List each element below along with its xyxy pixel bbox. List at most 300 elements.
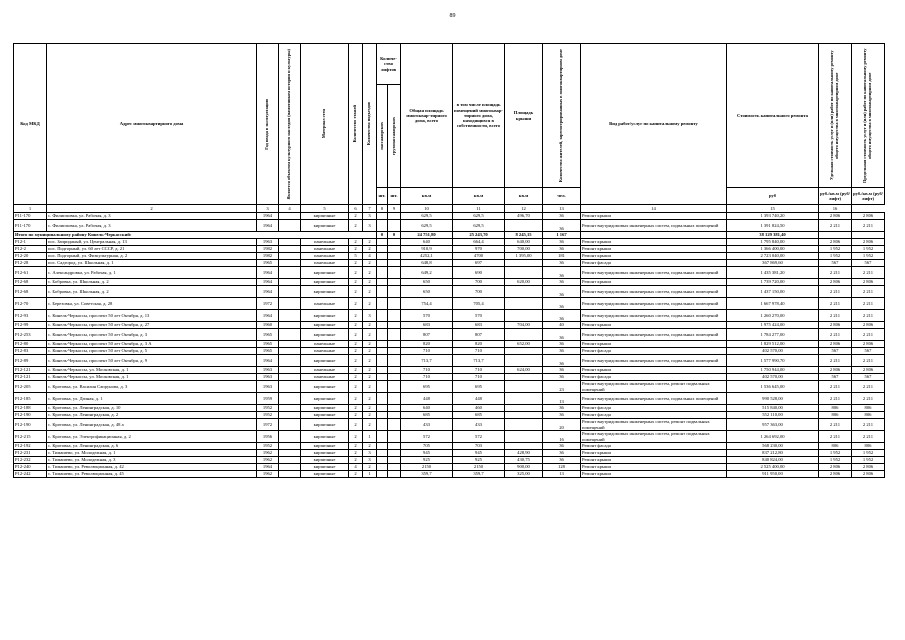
cell-unit-cost: 567 [819, 348, 852, 355]
cell-area-total: 685 [401, 412, 453, 419]
column-number: 12 [505, 205, 543, 213]
cell-heritage [279, 267, 301, 279]
header-lifts-pass: пассажирских [378, 122, 384, 150]
table-row [14, 253, 885, 260]
cell-heritage [279, 260, 301, 267]
table-row [14, 279, 885, 286]
cell-kod: Р12-89 [14, 355, 47, 367]
cell-cost: 402 570,00 [727, 348, 819, 355]
cell-area-owned: 703 [453, 443, 505, 450]
cell-max-cost: 1 952 [852, 253, 885, 260]
cell-residents: 36 [543, 298, 581, 310]
cell-floors: 2 [349, 220, 363, 232]
cell-lifts-cargo [388, 286, 401, 298]
header-roof-area: Площадь крыши [505, 44, 543, 188]
cell-work: Ремонт крыши [581, 322, 727, 329]
cell-walls: кирпичные [301, 355, 349, 367]
cell-address: с. Филипповка, ул. Рабочая, д. 3 [47, 213, 257, 220]
cell-unit-cost: 2 806 [819, 322, 852, 329]
cell-walls: кирпичные [301, 412, 349, 419]
cell-max-cost: 2 806 [852, 464, 885, 471]
cell-address: с. Тимашево, ул. Молодежная, д. 1 [47, 450, 257, 457]
cell-area-total: 640 [401, 239, 453, 246]
cell-year: 1964 [257, 213, 279, 220]
cell-max-cost: 2 806 [852, 322, 885, 329]
cell-lifts-pass [377, 464, 388, 471]
table-header [14, 44, 885, 213]
cell-walls: панельные [301, 239, 349, 246]
cell-roof: 496,70 [505, 213, 543, 220]
cell-max-cost: 2 211 [852, 286, 885, 298]
cell-roof [505, 374, 543, 381]
cell-roof [505, 329, 543, 341]
cell-work: Ремонт внутридомовых инженерных систем, ремонт подвальных помещений [581, 431, 727, 443]
cell-unit-cost: 1 952 [819, 246, 852, 253]
cell-work: Ремонт крыши [581, 279, 727, 286]
cell-entrances: 1 [363, 471, 377, 478]
column-number-row [14, 205, 885, 213]
header-cost: Стоимость капитального ремонта [727, 44, 819, 188]
unit-lift-pass: шт. [377, 188, 388, 205]
cell-lifts-cargo [388, 374, 401, 381]
cell-lifts-cargo [388, 457, 401, 464]
cell-floors: 2 [349, 381, 363, 393]
table-row [14, 419, 885, 431]
cell-unit-cost: 2 806 [819, 471, 852, 478]
cell-residents: 36 [543, 450, 581, 457]
cell-residents: 36 [543, 213, 581, 220]
cell-cost: 1 393 740,20 [727, 213, 819, 220]
cell-kod: Р12-99 [14, 322, 47, 329]
cell-heritage [279, 393, 301, 405]
cell-roof: 700,00 [505, 246, 543, 253]
cell-lifts-pass [377, 431, 388, 443]
cell-entrances: 2 [363, 286, 377, 298]
cell-area-owned: 925 [453, 457, 505, 464]
cell-lifts-pass [377, 393, 388, 405]
cell-kod: Р12-68 [14, 286, 47, 298]
cell-work: Ремонт внутридомовых инженерных систем, подвальных помещений [581, 267, 727, 279]
cell-roof [505, 348, 543, 355]
cell-entrances: 3 [363, 220, 377, 232]
cell-lifts-pass [377, 253, 388, 260]
total-lifts-pass: 0 [377, 232, 388, 239]
cell-year: 1972 [257, 298, 279, 310]
cell-max-cost: 567 [852, 348, 885, 355]
table-row [14, 367, 885, 374]
cell-heritage [279, 431, 301, 443]
cell-roof [505, 381, 543, 393]
cell-address: с. Кинель-Черкассы, проспект 50 лет Октября, д. 9 [47, 355, 257, 367]
cell-floors: 2 [349, 450, 363, 457]
cell-floors: 2 [349, 329, 363, 341]
cell-kod: Р11-170 [14, 220, 47, 232]
cell-kod: Р12-192 [14, 443, 47, 450]
cell-lifts-pass [377, 298, 388, 310]
cell-kod: Р12-28 [14, 260, 47, 267]
cell-entrances: 2 [363, 419, 377, 431]
table-row [14, 355, 885, 367]
cell-year: 1982 [257, 246, 279, 253]
cell-cost: 957 363,00 [727, 419, 819, 431]
cell-walls: кирпичные [301, 267, 349, 279]
cell-lifts-cargo [388, 367, 401, 374]
cell-lifts-cargo [388, 405, 401, 412]
cell-area-total: 710 [401, 374, 453, 381]
cell-heritage [279, 355, 301, 367]
cell-heritage [279, 367, 301, 374]
cell-lifts-pass [377, 329, 388, 341]
cell-lifts-pass [377, 471, 388, 478]
cell-roof [505, 419, 543, 431]
cell-walls: панельные [301, 298, 349, 310]
table-row [14, 239, 885, 246]
table-row [14, 260, 885, 267]
cell-year: 1952 [257, 405, 279, 412]
cell-area-owned: 710 [453, 367, 505, 374]
cell-area-total: 650 [401, 279, 453, 286]
cell-lifts-cargo [388, 393, 401, 405]
cell-kod: Р12-215 [14, 431, 47, 443]
cell-cost: 2 723 040,00 [727, 253, 819, 260]
table-body [14, 213, 885, 478]
cell-unit-cost: 2 211 [819, 419, 852, 431]
cell-area-total: 649,2 [401, 267, 453, 279]
cell-area-total: 710 [401, 367, 453, 374]
cell-max-cost: 2 211 [852, 220, 885, 232]
cell-residents: 36 [543, 279, 581, 286]
cell-roof: 1 395,00 [505, 253, 543, 260]
cell-roof: 640,00 [505, 239, 543, 246]
cell-unit-cost: 2 806 [819, 464, 852, 471]
cell-entrances: 1 [363, 431, 377, 443]
cell-lifts-cargo [388, 381, 401, 393]
cell-entrances: 2 [363, 381, 377, 393]
header-residents: Количество жителей, зарегистрированных в многоквартирном доме [558, 48, 564, 183]
cell-entrances: 2 [363, 393, 377, 405]
cell-area-total: 807 [401, 329, 453, 341]
cell-cost: 1 437 150,00 [727, 286, 819, 298]
total-roof: 8 245,15 [505, 232, 543, 239]
unit-lift-cargo: шт. [388, 188, 401, 205]
cell-work: Ремонт крыши [581, 457, 727, 464]
cell-floors: 5 [349, 253, 363, 260]
cell-entrances: 2 [363, 298, 377, 310]
cell-work: Ремонт крыши [581, 253, 727, 260]
cell-residents: 40 [543, 322, 581, 329]
cell-kod: Р12-70 [14, 298, 47, 310]
header-walls: Материал стен [321, 109, 327, 139]
cell-max-cost: 806 [852, 412, 885, 419]
table-row [14, 464, 885, 471]
cell-entrances: 3 [363, 457, 377, 464]
cell-address: с. Кинель-Черкассы, проспект 50 лет Октября, д. 27 [47, 322, 257, 329]
cell-entrances: 3 [363, 310, 377, 322]
cell-walls: кирпичные [301, 329, 349, 341]
cell-area-owned: 695 [453, 381, 505, 393]
cell-residents: 36 [543, 286, 581, 298]
cell-cost: 1 391 824,50 [727, 220, 819, 232]
cell-residents: 23 [543, 381, 581, 393]
cell-walls: панельные [301, 348, 349, 355]
cell-area-total: 433 [401, 419, 453, 431]
cell-cost: 568 230,00 [727, 443, 819, 450]
cell-floors: 2 [349, 393, 363, 405]
cell-lifts-pass [377, 267, 388, 279]
cell-residents: 36 [543, 443, 581, 450]
cell-max-cost: 567 [852, 374, 885, 381]
cell-walls: кирпичные [301, 431, 349, 443]
cell-floors: 2 [349, 279, 363, 286]
cell-floors: 2 [349, 431, 363, 443]
cell-max-cost: 2 806 [852, 471, 885, 478]
cell-roof [505, 431, 543, 443]
cell-heritage [279, 279, 301, 286]
total-lifts-cargo: 0 [388, 232, 401, 239]
cell-cost: 402 570,00 [727, 374, 819, 381]
cell-work: Ремонт внутридомовых инженерных систем, подвальных помещений [581, 298, 727, 310]
cell-area-owned: 2150 [453, 464, 505, 471]
cell-kod: Р12-185 [14, 393, 47, 405]
column-number: 1 [14, 205, 47, 213]
cell-walls: панельные [301, 341, 349, 348]
cell-heritage [279, 239, 301, 246]
cell-lifts-cargo [388, 443, 401, 450]
cell-walls: кирпичные [301, 310, 349, 322]
header-lifts: Количе-ство лифтов [377, 44, 401, 85]
cell-lifts-cargo [388, 322, 401, 329]
cell-lifts-pass [377, 381, 388, 393]
cell-max-cost: 1 952 [852, 450, 885, 457]
cell-work: Ремонт внутридомовых инженерных систем, подвальных помещений [581, 393, 727, 405]
cell-cost: 367 869,60 [727, 260, 819, 267]
cell-address: с. Бобровка, ул. Школьная, д. 2 [47, 279, 257, 286]
cell-floors: 2 [349, 286, 363, 298]
cell-area-total: 629,5 [401, 220, 453, 232]
cell-lifts-pass [377, 355, 388, 367]
cell-work: Ремонт фасада [581, 405, 727, 412]
cell-work: Ремонт внутридомовых инженерных систем, подвальных помещений [581, 220, 727, 232]
column-number: 13 [543, 205, 581, 213]
cell-residents: 13 [543, 471, 581, 478]
cell-entrances: 2 [363, 348, 377, 355]
cell-area-total: 648,8 [401, 260, 453, 267]
cell-residents: 36 [543, 412, 581, 419]
unit-unit-cost: руб./кв.м (руб/лифт) [819, 188, 852, 205]
cell-max-cost: 2 806 [852, 341, 885, 348]
cell-area-total: 570 [401, 310, 453, 322]
cell-unit-cost: 2 806 [819, 367, 852, 374]
cell-unit-cost: 567 [819, 374, 852, 381]
cell-cost: 552 110,00 [727, 412, 819, 419]
cell-heritage [279, 443, 301, 450]
cell-address: пос. Садгород, ул. Школьная, д. 1 [47, 260, 257, 267]
cell-residents: 13 [543, 393, 581, 405]
cell-year: 1964 [257, 310, 279, 322]
cell-unit-cost: 2 211 [819, 298, 852, 310]
cell-lifts-pass [377, 405, 388, 412]
cell-lifts-pass [377, 213, 388, 220]
column-number: 6 [349, 205, 363, 213]
cell-work: Ремонт крыши [581, 464, 727, 471]
cell-entrances: 2 [363, 267, 377, 279]
cell-entrances: 2 [363, 322, 377, 329]
cell-walls: панельные [301, 260, 349, 267]
cell-lifts-cargo [388, 412, 401, 419]
unit-area-total: кв.м [401, 188, 453, 205]
cell-area-total: 910,9 [401, 246, 453, 253]
cell-unit-cost: 806 [819, 405, 852, 412]
cell-work: Ремонт фасада [581, 348, 727, 355]
cell-area-total: 705 [401, 443, 453, 450]
cell-area-owned: 629,5 [453, 220, 505, 232]
cell-unit-cost: 2 211 [819, 355, 852, 367]
cell-unit-cost: 567 [819, 260, 852, 267]
cell-year: 1962 [257, 450, 279, 457]
cell-address: с. Тимашево, ул. Революционная, д. 45 [47, 471, 257, 478]
cell-floors: 2 [349, 471, 363, 478]
cell-residents: 181 [543, 253, 581, 260]
cell-heritage [279, 286, 301, 298]
cell-area-owned: 700 [453, 286, 505, 298]
cell-year: 1964 [257, 355, 279, 367]
cell-lifts-pass [377, 322, 388, 329]
cell-cost: 1 975 424,00 [727, 322, 819, 329]
cell-cost: 911 950,00 [727, 471, 819, 478]
cell-year: 1972 [257, 419, 279, 431]
total-work [581, 232, 727, 239]
cell-lifts-pass [377, 457, 388, 464]
cell-area-total: 448 [401, 393, 453, 405]
cell-residents: 36 [543, 355, 581, 367]
cell-walls: кирпичные [301, 381, 349, 393]
cell-area-owned: 710 [453, 374, 505, 381]
cell-lifts-pass [377, 367, 388, 374]
cell-lifts-pass [377, 220, 388, 232]
cell-max-cost: 806 [852, 405, 885, 412]
cell-cost: 1 750 944,00 [727, 367, 819, 374]
total-owned: 25 243,70 [453, 232, 505, 239]
column-number: 15 [727, 205, 819, 213]
cell-entrances: 2 [363, 329, 377, 341]
cell-area-total: 925 [401, 457, 453, 464]
cell-work: Ремонт фасада [581, 443, 727, 450]
cell-address: с. Александровка, ул. Рабочая, д. 1 [47, 267, 257, 279]
header-address: Адрес многоквартирного дома [47, 44, 257, 205]
cell-lifts-pass [377, 419, 388, 431]
cell-work: Ремонт крыши [581, 471, 727, 478]
cell-walls: панельные [301, 253, 349, 260]
cell-residents: 128 [543, 464, 581, 471]
cell-area-total: 629,5 [401, 213, 453, 220]
table-row [14, 405, 885, 412]
cell-entrances: 2 [363, 374, 377, 381]
cell-floors: 2 [349, 457, 363, 464]
cell-work: Ремонт крыши [581, 450, 727, 457]
cell-lifts-cargo [388, 419, 401, 431]
cell-residents: 36 [543, 374, 581, 381]
column-number: 9 [388, 205, 401, 213]
cell-max-cost: 1 952 [852, 246, 885, 253]
table-row [14, 450, 885, 457]
cell-walls: панельные [301, 246, 349, 253]
cell-address: пос. Заприданый, ул. Центральная, д. 13 [47, 239, 257, 246]
cell-cost: 1 784 277,00 [727, 329, 819, 341]
unit-max-cost: руб./кв.м (руб/лифт) [852, 188, 885, 205]
cell-area-total: 572 [401, 431, 453, 443]
cell-walls: кирпичные [301, 464, 349, 471]
cell-entrances: 2 [363, 367, 377, 374]
cell-max-cost: 2 806 [852, 279, 885, 286]
cell-floors: 2 [349, 213, 363, 220]
header-area-owned: в том числе площадь помещений многоквар-тирного дома, находящихся в собственности, всего [453, 44, 505, 188]
cell-walls: кирпичные [301, 213, 349, 220]
cell-unit-cost: 2 211 [819, 220, 852, 232]
header-lifts-cargo: грузопассажирских [390, 117, 396, 155]
column-number: 5 [301, 205, 349, 213]
cell-max-cost: 567 [852, 260, 885, 267]
cell-year: 1964 [257, 279, 279, 286]
cell-entrances: 2 [363, 239, 377, 246]
cell-year: 1960 [257, 322, 279, 329]
cell-cost: 1 264 692,00 [727, 431, 819, 443]
cell-area-owned: 4700 [453, 253, 505, 260]
cell-unit-cost: 2 211 [819, 393, 852, 405]
cell-max-cost: 2 211 [852, 310, 885, 322]
cell-lifts-pass [377, 443, 388, 450]
cell-work: Ремонт внутридомовых инженерных систем, подвальных помещений [581, 310, 727, 322]
column-number: 4 [279, 205, 301, 213]
cell-heritage [279, 464, 301, 471]
cell-cost: 837 212,80 [727, 450, 819, 457]
cell-area-total: 4252,1 [401, 253, 453, 260]
cell-residents: 20 [543, 419, 581, 431]
cell-walls: кирпичные [301, 471, 349, 478]
cell-residents: 36 [543, 348, 581, 355]
cell-cost: 1 260 270,00 [727, 310, 819, 322]
cell-kod: Р12-61 [14, 267, 47, 279]
cell-work: Ремонт фасада [581, 374, 727, 381]
cell-residents: 36 [543, 267, 581, 279]
cell-kod: Р12-240 [14, 464, 47, 471]
cell-unit-cost: 2 211 [819, 431, 852, 443]
cell-entrances: 4 [363, 253, 377, 260]
cell-address: пос. Подгорный, ул. 60 лет СССР, д. 21 [47, 246, 257, 253]
cell-roof [505, 443, 543, 450]
cell-lifts-cargo [388, 471, 401, 478]
cell-roof: 428,90 [505, 450, 543, 457]
cell-entrances: 2 [363, 464, 377, 471]
cell-lifts-pass [377, 239, 388, 246]
cell-year: 1965 [257, 348, 279, 355]
header-unit-cost: Удельная стоимость услуг и (или) работ по капитальному ремонту общего имущества в многоквартирном доме [829, 50, 839, 181]
cell-area-owned: 820 [453, 341, 505, 348]
total-residents: 1 167 [543, 232, 581, 239]
total-max [852, 232, 885, 239]
cell-unit-cost: 806 [819, 443, 852, 450]
cell-walls: панельные [301, 367, 349, 374]
cell-year: 1962 [257, 457, 279, 464]
cell-residents: 36 [543, 405, 581, 412]
cell-unit-cost: 2 211 [819, 286, 852, 298]
cell-kod: Р12-2 [14, 246, 47, 253]
cell-max-cost: 2 806 [852, 213, 885, 220]
cell-area-owned: 807 [453, 329, 505, 341]
cell-roof: 624,00 [505, 367, 543, 374]
cell-walls: кирпичные [301, 393, 349, 405]
table-row [14, 393, 885, 405]
cell-year: 1963 [257, 367, 279, 374]
